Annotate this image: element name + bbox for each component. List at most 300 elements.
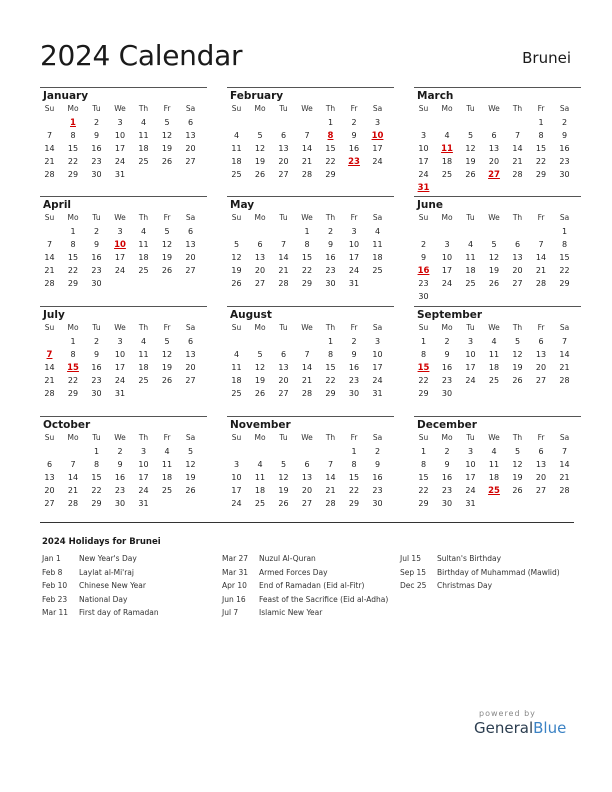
- day-cell: 5: [514, 337, 521, 346]
- day-cell: 26: [161, 157, 173, 166]
- day-cell: 28: [44, 389, 55, 398]
- month-name: January: [43, 90, 89, 102]
- holiday-day: 15: [417, 363, 430, 373]
- generalblue-logo[interactable]: [474, 719, 566, 737]
- day-cell: 18: [138, 253, 149, 262]
- weekday-header: Th: [325, 104, 336, 113]
- weekday-header: Th: [138, 433, 149, 442]
- day-cell: 3: [420, 131, 427, 140]
- weekday-header: We: [114, 104, 126, 113]
- day-cell: 30: [114, 499, 126, 508]
- day-cell: 13: [535, 350, 547, 359]
- holiday-date: Feb 8: [42, 567, 63, 577]
- day-cell: 15: [535, 144, 547, 153]
- day-cell: 14: [512, 144, 523, 153]
- day-cell: 31: [114, 170, 126, 179]
- weekday-header: Mo: [441, 104, 453, 113]
- day-cell: 11: [488, 460, 500, 469]
- day-cell: 7: [70, 460, 76, 469]
- weekday-header: Mo: [441, 213, 453, 222]
- weekday-header: Sa: [559, 213, 570, 222]
- day-cell: 14: [325, 473, 336, 482]
- day-cell: 10: [441, 253, 453, 262]
- day-cell: 5: [187, 447, 194, 456]
- day-cell: 14: [301, 363, 313, 372]
- weekday-header: Mo: [441, 433, 453, 442]
- day-cell: 17: [372, 363, 383, 372]
- day-cell: 25: [138, 266, 149, 275]
- month-top-rule: [40, 196, 207, 197]
- day-cell: 10: [465, 460, 476, 469]
- holiday-name: New Year's Day: [79, 554, 137, 563]
- day-cell: 13: [254, 253, 266, 262]
- day-cell: 30: [91, 279, 102, 288]
- weekday-header: We: [114, 323, 126, 332]
- weekday-header: Su: [418, 104, 429, 113]
- weekday-header: Sa: [372, 433, 383, 442]
- weekday-header: Mo: [67, 104, 79, 113]
- day-cell: 19: [161, 253, 173, 262]
- day-cell: 15: [67, 253, 79, 262]
- day-cell: 10: [114, 350, 126, 359]
- day-cell: 3: [374, 337, 381, 346]
- weekday-header: Fr: [350, 213, 358, 222]
- month-name: June: [417, 199, 443, 211]
- day-cell: 15: [325, 363, 336, 372]
- weekday-header: Fr: [537, 213, 545, 222]
- day-cell: 18: [231, 157, 242, 166]
- day-cell: 19: [278, 486, 289, 495]
- weekday-header: Su: [44, 323, 55, 332]
- month-name: May: [230, 199, 255, 211]
- weekday-header: Fr: [163, 104, 171, 113]
- day-cell: 16: [348, 144, 360, 153]
- day-cell: 29: [418, 389, 429, 398]
- day-cell: 14: [44, 144, 55, 153]
- day-cell: 23: [418, 279, 429, 288]
- month-july: [40, 306, 207, 406]
- day-cell: 21: [559, 363, 570, 372]
- day-cell: 3: [117, 118, 123, 127]
- day-cell: 16: [325, 253, 336, 262]
- weekday-header: Th: [325, 433, 336, 442]
- month-name: April: [43, 199, 72, 211]
- day-cell: 4: [164, 447, 170, 456]
- day-cell: 9: [351, 131, 357, 140]
- day-cell: 16: [91, 253, 102, 262]
- weekday-header: Th: [138, 323, 149, 332]
- weekday-header: Tu: [279, 213, 288, 222]
- holiday-day: 7: [46, 350, 53, 360]
- day-cell: 31: [372, 389, 383, 398]
- day-cell: 17: [114, 253, 126, 262]
- day-cell: 22: [325, 157, 336, 166]
- weekday-header: Mo: [67, 323, 79, 332]
- day-cell: 6: [514, 240, 521, 249]
- day-cell: 26: [278, 499, 289, 508]
- day-cell: 27: [44, 499, 55, 508]
- day-cell: 13: [185, 240, 196, 249]
- day-cell: 14: [67, 473, 79, 482]
- day-cell: 18: [441, 157, 453, 166]
- month-august: [227, 306, 394, 406]
- day-cell: 3: [467, 447, 474, 456]
- day-cell: 18: [138, 144, 149, 153]
- day-cell: 17: [418, 157, 429, 166]
- day-cell: 23: [348, 376, 360, 385]
- day-cell: 15: [301, 253, 313, 262]
- month-name: July: [43, 309, 65, 321]
- day-cell: 2: [327, 227, 334, 236]
- weekday-header: Th: [138, 213, 149, 222]
- holiday-date: Feb 23: [42, 594, 68, 604]
- day-cell: 30: [348, 389, 360, 398]
- day-cell: 11: [161, 460, 173, 469]
- day-cell: 4: [491, 337, 497, 346]
- day-cell: 5: [164, 118, 170, 127]
- day-cell: 26: [185, 486, 196, 495]
- holiday-date: Jul 7: [222, 608, 239, 617]
- month-top-rule: [414, 87, 581, 88]
- day-cell: 12: [161, 240, 173, 249]
- day-cell: 20: [301, 486, 313, 495]
- day-cell: 5: [491, 240, 497, 249]
- day-cell: 7: [304, 131, 310, 140]
- day-cell: 8: [304, 240, 310, 249]
- day-cell: 23: [441, 376, 453, 385]
- weekday-header: Su: [44, 104, 55, 113]
- day-cell: 17: [138, 473, 149, 482]
- day-cell: 18: [372, 253, 383, 262]
- day-cell: 9: [444, 350, 450, 359]
- day-cell: 3: [140, 447, 147, 456]
- day-cell: 1: [420, 447, 427, 456]
- day-cell: 19: [254, 157, 266, 166]
- day-cell: 26: [488, 279, 500, 288]
- month-january: [40, 87, 207, 187]
- weekday-header: Th: [512, 104, 523, 113]
- day-cell: 2: [561, 118, 568, 127]
- day-cell: 18: [138, 363, 149, 372]
- weekday-header: Sa: [559, 433, 570, 442]
- day-cell: 12: [254, 363, 266, 372]
- day-cell: 21: [325, 486, 336, 495]
- brand-general: General: [474, 719, 534, 737]
- day-cell: 9: [561, 131, 568, 140]
- weekday-header: We: [488, 213, 500, 222]
- holiday-day: 27: [488, 170, 500, 180]
- day-cell: 11: [254, 473, 266, 482]
- weekday-header: Tu: [466, 213, 475, 222]
- month-december: [414, 416, 581, 516]
- weekday-header: Tu: [279, 323, 288, 332]
- day-cell: 28: [301, 389, 313, 398]
- day-cell: 13: [278, 144, 289, 153]
- bottom-divider: [40, 522, 574, 523]
- day-cell: 15: [91, 473, 102, 482]
- month-name: December: [417, 419, 477, 431]
- day-cell: 6: [257, 240, 263, 249]
- weekday-header: Tu: [92, 213, 101, 222]
- day-cell: 19: [512, 473, 523, 482]
- weekday-header: Mo: [254, 433, 266, 442]
- day-cell: 9: [444, 460, 450, 469]
- day-cell: 9: [351, 350, 357, 359]
- weekday-header: Sa: [372, 213, 383, 222]
- day-cell: 21: [301, 376, 313, 385]
- day-cell: 22: [559, 266, 570, 275]
- day-cell: 20: [278, 376, 289, 385]
- day-cell: 22: [348, 486, 360, 495]
- day-cell: 22: [325, 376, 336, 385]
- weekday-header: Mo: [67, 433, 79, 442]
- month-top-rule: [414, 416, 581, 417]
- day-cell: 31: [465, 499, 476, 508]
- day-cell: 24: [441, 279, 453, 288]
- day-cell: 7: [538, 240, 544, 249]
- day-cell: 6: [187, 337, 194, 346]
- weekday-header: Sa: [559, 104, 570, 113]
- day-cell: 21: [44, 266, 55, 275]
- holiday-day: 11: [441, 144, 453, 154]
- day-cell: 21: [559, 473, 570, 482]
- day-cell: 24: [418, 170, 429, 179]
- weekday-header: Mo: [254, 213, 266, 222]
- day-cell: 6: [538, 447, 544, 456]
- day-cell: 23: [325, 266, 336, 275]
- day-cell: 8: [70, 131, 76, 140]
- day-cell: 7: [304, 350, 310, 359]
- weekday-header: Th: [325, 323, 336, 332]
- day-cell: 18: [488, 363, 500, 372]
- day-cell: 10: [465, 350, 476, 359]
- day-cell: 23: [91, 157, 102, 166]
- day-cell: 1: [304, 227, 310, 236]
- day-cell: 1: [420, 337, 427, 346]
- weekday-header: Sa: [559, 323, 570, 332]
- weekday-header: Su: [44, 213, 55, 222]
- day-cell: 14: [301, 144, 313, 153]
- day-cell: 16: [91, 363, 102, 372]
- weekday-header: Su: [231, 213, 242, 222]
- day-cell: 10: [348, 240, 360, 249]
- day-cell: 21: [535, 266, 547, 275]
- day-cell: 12: [231, 253, 242, 262]
- weekday-header: Tu: [92, 104, 101, 113]
- weekday-header: Su: [44, 433, 55, 442]
- day-cell: 23: [441, 486, 453, 495]
- month-name: March: [417, 90, 454, 102]
- holiday-date: Mar 11: [42, 608, 69, 617]
- day-cell: 11: [138, 131, 149, 140]
- weekday-header: Fr: [163, 433, 171, 442]
- day-cell: 28: [535, 279, 547, 288]
- brand-blue: Blue: [533, 719, 567, 737]
- day-cell: 27: [278, 389, 289, 398]
- day-cell: 9: [117, 460, 123, 469]
- day-cell: 16: [441, 473, 453, 482]
- day-cell: 17: [348, 253, 360, 262]
- day-cell: 29: [559, 279, 570, 288]
- day-cell: 16: [91, 144, 102, 153]
- day-cell: 17: [114, 363, 126, 372]
- day-cell: 9: [420, 253, 427, 262]
- day-cell: 19: [161, 363, 173, 372]
- day-cell: 7: [280, 240, 287, 249]
- day-cell: 29: [325, 170, 336, 179]
- day-cell: 6: [46, 460, 53, 469]
- day-cell: 24: [114, 376, 126, 385]
- day-cell: 24: [231, 499, 242, 508]
- holiday-date: Dec 25: [400, 581, 427, 590]
- day-cell: 1: [70, 337, 76, 346]
- day-cell: 26: [254, 389, 266, 398]
- holiday-date: Sep 15: [400, 567, 427, 577]
- holiday-name: End of Ramadan (Eid al-Fitr): [259, 581, 365, 590]
- month-top-rule: [414, 306, 581, 307]
- day-cell: 7: [327, 460, 334, 469]
- day-cell: 28: [512, 170, 523, 179]
- day-cell: 15: [348, 473, 360, 482]
- day-cell: 19: [512, 363, 523, 372]
- day-cell: 4: [374, 227, 381, 236]
- day-cell: 4: [140, 118, 147, 127]
- day-cell: 25: [465, 279, 476, 288]
- weekday-header: We: [488, 323, 500, 332]
- weekday-header: Su: [231, 323, 242, 332]
- day-cell: 23: [91, 266, 102, 275]
- holiday-name: Chinese New Year: [79, 581, 146, 590]
- day-cell: 9: [327, 240, 334, 249]
- day-cell: 1: [327, 118, 334, 127]
- day-cell: 13: [301, 473, 313, 482]
- day-cell: 20: [185, 363, 196, 372]
- day-cell: 26: [512, 486, 523, 495]
- day-cell: 23: [114, 486, 126, 495]
- weekday-header: Tu: [92, 433, 101, 442]
- day-cell: 31: [138, 499, 149, 508]
- holiday-name: Christmas Day: [437, 581, 493, 590]
- month-february: [227, 87, 394, 187]
- weekday-header: Tu: [466, 433, 475, 442]
- day-cell: 27: [301, 499, 313, 508]
- day-cell: 29: [325, 389, 336, 398]
- weekday-header: We: [301, 323, 313, 332]
- day-cell: 24: [465, 376, 476, 385]
- holiday-day: 23: [348, 157, 360, 167]
- day-cell: 28: [559, 486, 570, 495]
- day-cell: 12: [185, 460, 196, 469]
- day-cell: 22: [67, 266, 79, 275]
- day-cell: 24: [465, 486, 476, 495]
- day-cell: 31: [348, 279, 360, 288]
- day-cell: 15: [325, 144, 336, 153]
- day-cell: 13: [535, 460, 547, 469]
- day-cell: 19: [185, 473, 196, 482]
- day-cell: 28: [67, 499, 79, 508]
- day-cell: 15: [418, 473, 429, 482]
- month-top-rule: [414, 196, 581, 197]
- day-cell: 29: [301, 279, 313, 288]
- day-cell: 4: [444, 131, 450, 140]
- day-cell: 20: [278, 157, 289, 166]
- day-cell: 11: [488, 350, 500, 359]
- day-cell: 20: [488, 157, 500, 166]
- day-cell: 1: [538, 118, 544, 127]
- weekday-header: Fr: [350, 323, 358, 332]
- month-name: October: [43, 419, 91, 431]
- day-cell: 11: [372, 240, 383, 249]
- day-cell: 2: [93, 337, 100, 346]
- day-cell: 30: [91, 170, 102, 179]
- holiday-date: Jun 16: [222, 594, 246, 604]
- day-cell: 25: [161, 486, 173, 495]
- day-cell: 17: [114, 144, 126, 153]
- day-cell: 14: [44, 253, 55, 262]
- weekday-header: Mo: [254, 104, 266, 113]
- day-cell: 4: [140, 227, 147, 236]
- month-top-rule: [227, 87, 394, 88]
- day-cell: 19: [488, 266, 500, 275]
- day-cell: 26: [161, 266, 173, 275]
- page-title: 2024 Calendar: [40, 39, 243, 72]
- day-cell: 28: [278, 279, 289, 288]
- month-march: [414, 87, 581, 193]
- day-cell: 12: [512, 350, 523, 359]
- day-cell: 22: [91, 486, 102, 495]
- day-cell: 3: [117, 227, 123, 236]
- holiday-day: 10: [371, 131, 384, 141]
- day-cell: 1: [327, 337, 334, 346]
- day-cell: 26: [254, 170, 266, 179]
- day-cell: 2: [444, 447, 450, 456]
- day-cell: 7: [46, 240, 53, 249]
- day-cell: 29: [535, 170, 547, 179]
- day-cell: 3: [444, 240, 450, 249]
- holiday-date: Mar 27: [222, 554, 249, 563]
- day-cell: 10: [418, 144, 429, 153]
- day-cell: 8: [70, 240, 76, 249]
- day-cell: 30: [372, 499, 383, 508]
- day-cell: 27: [185, 266, 196, 275]
- day-cell: 23: [559, 157, 570, 166]
- day-cell: 4: [233, 131, 240, 140]
- day-cell: 17: [441, 266, 453, 275]
- weekday-header: Sa: [185, 104, 196, 113]
- holiday-day: 25: [488, 486, 500, 496]
- month-top-rule: [227, 416, 394, 417]
- day-cell: 11: [231, 144, 242, 153]
- day-cell: 18: [465, 266, 476, 275]
- day-cell: 6: [304, 460, 310, 469]
- day-cell: 3: [117, 337, 123, 346]
- day-cell: 25: [254, 499, 266, 508]
- day-cell: 3: [467, 337, 474, 346]
- day-cell: 3: [351, 227, 357, 236]
- weekday-header: Th: [512, 433, 523, 442]
- day-cell: 6: [280, 131, 287, 140]
- weekday-header: We: [114, 433, 126, 442]
- month-october: [40, 416, 207, 516]
- weekday-header: Fr: [163, 213, 171, 222]
- day-cell: 4: [467, 240, 474, 249]
- month-november: [227, 416, 394, 516]
- holiday-day: 10: [114, 240, 126, 250]
- weekday-header: Th: [138, 104, 149, 113]
- day-cell: 11: [231, 363, 242, 372]
- weekday-header: Sa: [372, 104, 383, 113]
- day-cell: 20: [254, 266, 266, 275]
